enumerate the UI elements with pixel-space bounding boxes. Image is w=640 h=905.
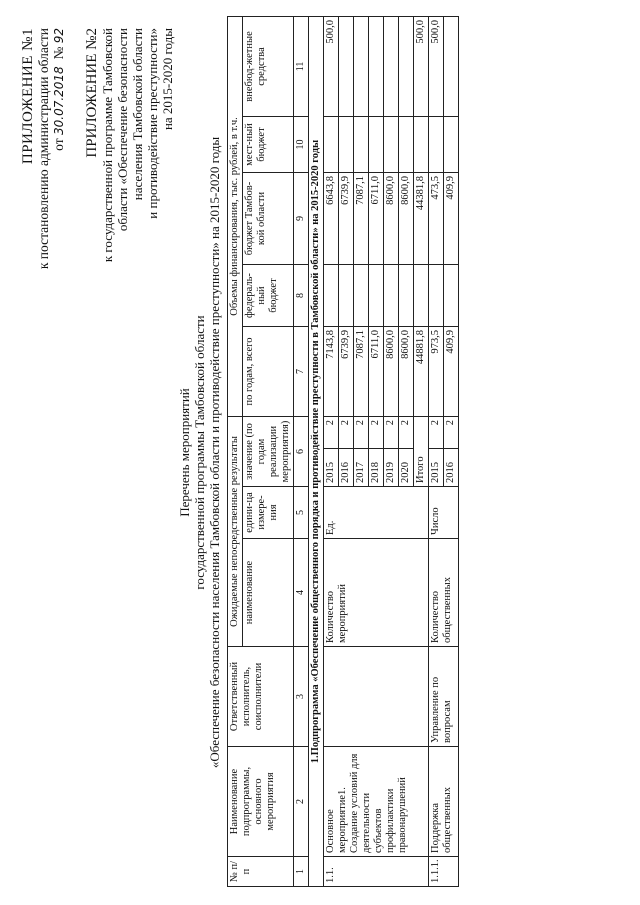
row-name: Основное мероприятие1. Создание условий для деятельности субъектов профилактики правонарушений: [324, 747, 429, 857]
appendix2-line: к государственной программе Тамбовской: [100, 28, 115, 263]
federal-cell: [339, 265, 354, 327]
total-label: Итого: [414, 417, 429, 487]
regional-cell: 8600,0: [399, 173, 414, 265]
title-line: Перечень мероприятий: [177, 388, 192, 517]
appendix2-line: и противодействие преступности»: [145, 28, 160, 219]
extra-cell: [369, 16, 384, 116]
federal-cell: [429, 265, 444, 327]
table-row: [324, 16, 339, 886]
total-cell: 44881,8: [414, 327, 429, 417]
header-fund-extra: внебюд-жетные средства: [243, 16, 294, 116]
appendix2-line: области «Обеспечение безопасности: [115, 28, 130, 232]
total-cell: 6739,9: [339, 327, 354, 417]
appendix2-line: на 2015-2020 годы: [160, 28, 175, 131]
row-unit: Число: [429, 487, 459, 539]
header-fund-regional: бюджет Тамбов-кой области: [243, 173, 294, 265]
col-number: 7: [294, 327, 309, 417]
table-row: [429, 16, 444, 886]
total-cell: 7143,8: [324, 327, 339, 417]
local-cell: [429, 117, 444, 173]
date-prefix: от: [51, 138, 66, 151]
federal-cell: [369, 265, 384, 327]
federal-cell: [384, 265, 399, 327]
measures-table: [227, 16, 459, 887]
header-funding: Объемы финансирования, тыс. рублей, в т.ч.: [228, 16, 243, 416]
col-number: 9: [294, 173, 309, 265]
subprogram-row: [309, 16, 324, 886]
header-exp-value: значение (по годам реализации мероприятия): [243, 417, 294, 487]
appendix2-line: населения Тамбовской области: [130, 28, 145, 201]
extra-cell: [384, 16, 399, 116]
header-fund-total: по годам, всего: [243, 327, 294, 417]
column-numbers-row: [294, 16, 309, 886]
header-fund-local: мест-ный бюджет: [243, 117, 294, 173]
col-number: 4: [294, 539, 309, 647]
header-expected: Ожидаемые непосредственные результаты: [228, 417, 243, 647]
year-cell: 2016: [444, 449, 459, 487]
total-cell: 7087,1: [354, 327, 369, 417]
year-cell: 2015: [429, 449, 444, 487]
col-number: 3: [294, 647, 309, 747]
title-line: «Обеспечение безопасности населения Тамбовской области и противодействие преступности» на 2015-2020 годы: [207, 136, 222, 769]
number-value: 92: [52, 28, 66, 44]
extra-cell: 500,0: [324, 16, 339, 116]
year-cell: 2015: [324, 449, 339, 487]
year-cell: 2017: [354, 449, 369, 487]
local-cell: [399, 117, 414, 173]
local-cell: [414, 117, 429, 173]
col-number: 1: [294, 857, 309, 887]
federal-cell: [324, 265, 339, 327]
extra-cell: [339, 16, 354, 116]
extra-cell: 500,0: [414, 16, 429, 116]
local-cell: [339, 117, 354, 173]
appendix2-title: ПРИЛОЖЕНИЕ №2: [84, 28, 100, 158]
header-row: [228, 16, 243, 886]
local-cell: [444, 117, 459, 173]
appendix1-block: [21, 28, 67, 368]
year-cell: 2018: [369, 449, 384, 487]
row-name: Поддержка общественных: [429, 747, 459, 857]
regional-cell: 409,9: [444, 173, 459, 265]
extra-cell: [444, 16, 459, 116]
col-number: 8: [294, 265, 309, 327]
value-cell: 2: [339, 417, 354, 449]
document-title: [177, 10, 222, 895]
col-number: 11: [294, 16, 309, 116]
value-cell: 2: [444, 417, 459, 449]
row-exp-name: Количество общественных: [429, 539, 459, 647]
extra-cell: [399, 16, 414, 116]
value-cell: 2: [354, 417, 369, 449]
regional-cell: 6711,0: [369, 173, 384, 265]
col-number: 2: [294, 747, 309, 857]
header-fund-federal: федераль-ный бюджет: [243, 265, 294, 327]
value-cell: 2: [369, 417, 384, 449]
federal-cell: [444, 265, 459, 327]
value-cell: 2: [429, 417, 444, 449]
regional-cell: 8600,0: [384, 173, 399, 265]
regional-cell: 473,5: [429, 173, 444, 265]
federal-cell: [414, 265, 429, 327]
appendix1-title: ПРИЛОЖЕНИЕ №1: [20, 28, 36, 165]
federal-cell: [399, 265, 414, 327]
subprogram-title: 1.Подпрограмма «Обеспечение общественного порядка и противодействие преступности в Тамбовской области» на 2015-2020 годы: [309, 16, 324, 886]
total-cell: 409,9: [444, 327, 459, 417]
col-number: 10: [294, 117, 309, 173]
total-cell: 6711,0: [369, 327, 384, 417]
header-name: Наименование подпрограммы, основного мероприятия: [228, 747, 294, 857]
year-cell: 2019: [384, 449, 399, 487]
total-cell: 8600,0: [399, 327, 414, 417]
regional-cell: 6739,9: [339, 173, 354, 265]
date-value: 30.07.2018: [52, 66, 66, 136]
total-cell: 973,5: [429, 327, 444, 417]
year-cell: 2016: [339, 449, 354, 487]
header-executor: Ответственный исполнитель, соисполнители: [228, 647, 294, 747]
federal-cell: [354, 265, 369, 327]
regional-cell: 44381,8: [414, 173, 429, 265]
value-cell: 2: [324, 417, 339, 449]
header-exp-name: наименование: [243, 539, 294, 647]
row-num: 1.1.1.: [429, 857, 459, 887]
appendix1-resolution: к постановлению администрации области: [36, 28, 51, 270]
document-page: [15, 10, 625, 895]
row-executor: [324, 647, 429, 747]
header-exp-unit: едини-ца измере-ния: [243, 487, 294, 539]
number-prefix: №: [51, 46, 66, 60]
local-cell: [324, 117, 339, 173]
local-cell: [354, 117, 369, 173]
value-cell: 2: [399, 417, 414, 449]
col-number: 5: [294, 487, 309, 539]
extra-cell: [354, 16, 369, 116]
row-num: 1.1.: [324, 857, 429, 887]
title-line: государственной программы Тамбовской области: [192, 315, 207, 590]
local-cell: [369, 117, 384, 173]
appendix2-block: [85, 28, 175, 328]
header-num: № п/п: [228, 857, 294, 887]
local-cell: [384, 117, 399, 173]
regional-cell: 7087,1: [354, 173, 369, 265]
row-executor: Управление по вопросам: [429, 647, 459, 747]
extra-cell: 500,0: [429, 16, 444, 116]
regional-cell: 6643,8: [324, 173, 339, 265]
row-exp-name: Количество мероприятий: [324, 539, 429, 647]
row-unit: Ед.: [324, 487, 429, 539]
appendix1-date-line: [51, 28, 67, 368]
year-cell: 2020: [399, 449, 414, 487]
total-cell: 8600,0: [384, 327, 399, 417]
value-cell: 2: [384, 417, 399, 449]
col-number: 6: [294, 417, 309, 487]
